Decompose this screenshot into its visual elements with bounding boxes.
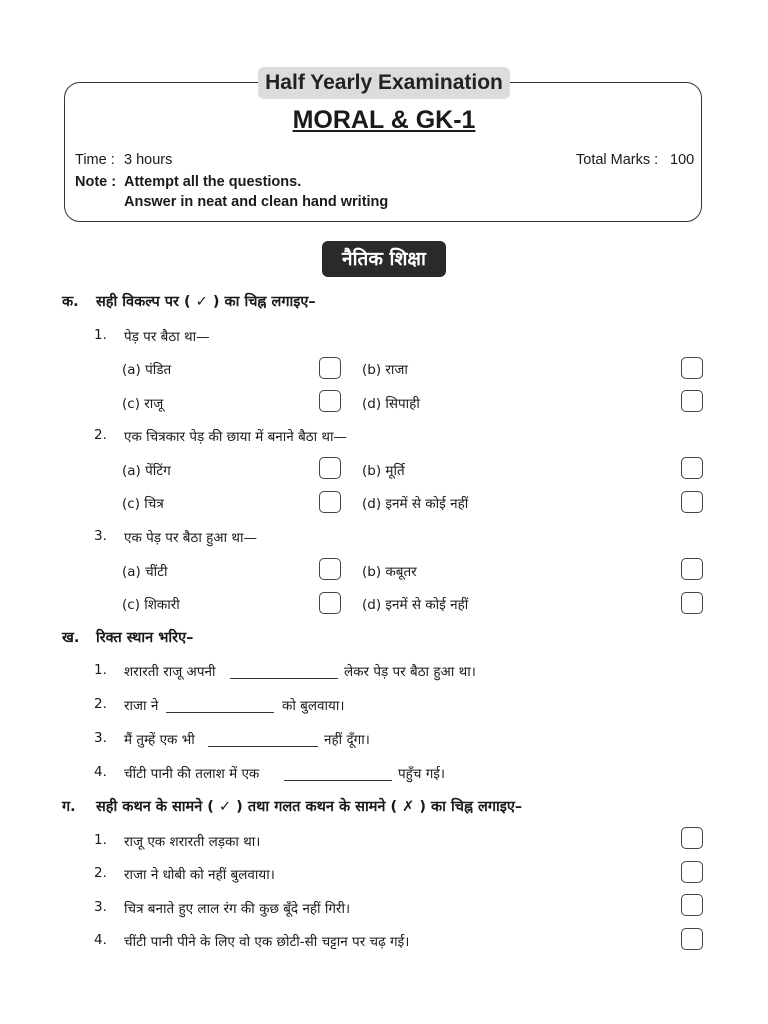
subject-title: MORAL & GK-1: [292, 106, 476, 134]
section-ga-heading: सही कथन के सामने ( ✓ ) तथा गलत कथन के सामने ( ✗ ) का चिह्न लगाइए–: [96, 799, 523, 815]
answer-checkbox[interactable]: [681, 827, 703, 849]
fill-item-number: 1.: [94, 662, 107, 678]
fill-blank[interactable]: [284, 779, 392, 781]
section-title: नैतिक शिक्षा: [322, 241, 446, 277]
statement-text: चित्र बनाते हुए लाल रंग की कुछ बूँदे नहीं गिरी।: [124, 901, 351, 917]
option-label: (d) इनमें से कोई नहीं: [362, 597, 469, 613]
question-number: 3.: [94, 528, 107, 544]
fill-item-before: राजा ने: [124, 698, 159, 714]
statement-number: 3.: [94, 899, 107, 915]
statement-text: चींटी पानी पीने के लिए वो एक छोटी-सी चट्टान पर चढ़ गई।: [124, 934, 410, 950]
option-label: (c) शिकारी: [122, 597, 180, 613]
question-number: 2.: [94, 427, 107, 443]
fill-blank[interactable]: [208, 745, 318, 747]
answer-checkbox[interactable]: [681, 357, 703, 379]
fill-blank[interactable]: [166, 711, 274, 713]
question-number: 1.: [94, 327, 107, 343]
answer-checkbox[interactable]: [319, 457, 341, 479]
answer-checkbox[interactable]: [319, 390, 341, 412]
time-value: 3 hours: [124, 152, 173, 168]
answer-checkbox[interactable]: [319, 592, 341, 614]
marks-value: 100: [670, 152, 695, 168]
question-text: एक पेड़ पर बैठा हुआ था—: [124, 530, 258, 546]
fill-item-after: को बुलवाया।: [282, 698, 345, 714]
answer-checkbox[interactable]: [319, 558, 341, 580]
option-label: (b) मूर्ति: [362, 463, 405, 479]
statement-text: राजू एक शरारती लड़का था।: [124, 834, 261, 850]
statement-number: 1.: [94, 832, 107, 848]
answer-checkbox[interactable]: [681, 928, 703, 950]
note-label: Note :: [75, 174, 117, 190]
answer-checkbox[interactable]: [681, 457, 703, 479]
option-label: (a) चींटी: [122, 564, 168, 580]
option-label: (a) पेंटिंग: [122, 463, 171, 479]
question-text: एक चित्रकार पेड़ की छाया में बनाने बैठा था—: [124, 429, 348, 445]
option-label: (c) चित्र: [122, 496, 164, 512]
question-text: पेड़ पर बैठा था—: [124, 329, 210, 345]
answer-checkbox[interactable]: [681, 861, 703, 883]
option-label: (c) राजू: [122, 396, 164, 412]
answer-checkbox[interactable]: [681, 491, 703, 513]
note-line-1: Attempt all the questions.: [124, 174, 302, 190]
fill-item-after: पहुँच गई।: [398, 766, 446, 782]
section-kha-heading: रिक्त स्थान भरिए–: [96, 630, 194, 646]
time-label: Time :: [75, 152, 115, 168]
marks-label: Total Marks :: [576, 152, 659, 168]
fill-item-before: शरारती राजू अपनी: [124, 664, 216, 680]
fill-item-number: 4.: [94, 764, 107, 780]
note-line-2: Answer in neat and clean hand writing: [124, 194, 389, 210]
option-label: (a) पंडित: [122, 362, 172, 378]
answer-checkbox[interactable]: [681, 390, 703, 412]
section-ga-letter: ग.: [62, 799, 76, 815]
statement-text: राजा ने धोबी को नहीं बुलवाया।: [124, 867, 275, 883]
fill-blank[interactable]: [230, 677, 338, 679]
answer-checkbox[interactable]: [319, 491, 341, 513]
fill-item-after: नहीं दूँगा।: [324, 732, 370, 748]
option-label: (b) राजा: [362, 362, 408, 378]
answer-checkbox[interactable]: [681, 558, 703, 580]
fill-item-before: चींटी पानी की तलाश में एक: [124, 766, 260, 782]
section-ka-heading: सही विकल्प पर ( ✓ ) का चिह्न लगाइए–: [96, 294, 316, 310]
statement-number: 4.: [94, 932, 107, 948]
option-label: (d) सिपाही: [362, 396, 420, 412]
answer-checkbox[interactable]: [319, 357, 341, 379]
exam-title: Half Yearly Examination: [258, 67, 510, 99]
answer-checkbox[interactable]: [681, 592, 703, 614]
fill-item-number: 3.: [94, 730, 107, 746]
answer-checkbox[interactable]: [681, 894, 703, 916]
fill-item-number: 2.: [94, 696, 107, 712]
option-label: (b) कबूतर: [362, 564, 417, 580]
fill-item-before: मैं तुम्हें एक भी: [124, 732, 195, 748]
fill-item-after: लेकर पेड़ पर बैठा हुआ था।: [344, 664, 476, 680]
statement-number: 2.: [94, 865, 107, 881]
option-label: (d) इनमें से कोई नहीं: [362, 496, 469, 512]
section-kha-letter: ख.: [62, 630, 80, 646]
section-ka-letter: क.: [62, 294, 79, 310]
